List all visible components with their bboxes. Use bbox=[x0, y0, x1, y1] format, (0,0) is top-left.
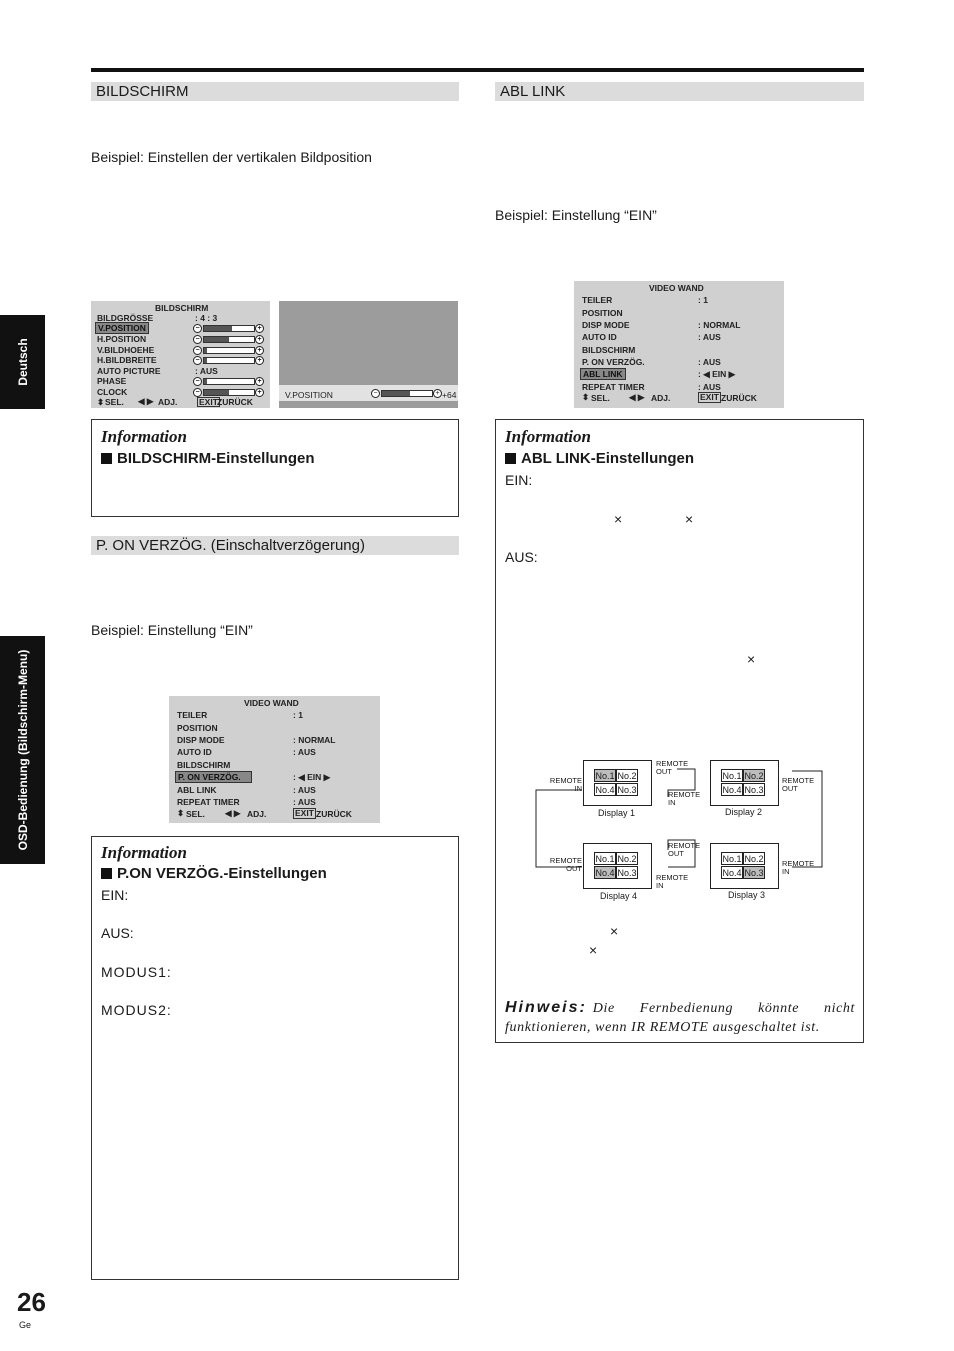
osd-slider bbox=[203, 336, 255, 343]
cell-no1: No.1 bbox=[722, 771, 742, 781]
preview-value: +64 bbox=[442, 390, 457, 400]
remote-in-label: REMOTE IN bbox=[656, 873, 689, 890]
plus-icon: + bbox=[255, 377, 264, 386]
osd-footer-sel: SEL. bbox=[591, 393, 610, 403]
cell-no3: No.3 bbox=[744, 868, 764, 878]
plus-icon: + bbox=[433, 389, 442, 398]
display-1 bbox=[583, 760, 652, 806]
osd-row-value: : AUS bbox=[293, 785, 316, 795]
info-box-abl bbox=[495, 419, 864, 1043]
osd-row-label: P. ON VERZÖG. bbox=[582, 357, 645, 367]
times-sign: × bbox=[747, 651, 756, 667]
section-heading-bildschirm: BILDSCHIRM bbox=[91, 82, 459, 101]
cell-no4: No.4 bbox=[595, 785, 615, 795]
square-bullet-icon bbox=[101, 453, 112, 464]
osd-footer-adj: ADJ. bbox=[158, 397, 178, 407]
osd-row-label: REPEAT TIMER bbox=[177, 797, 240, 807]
osd-slider bbox=[203, 378, 255, 385]
note bbox=[505, 998, 855, 1037]
exit-key-icon: EXIT bbox=[199, 397, 218, 407]
cell-no1: No.1 bbox=[595, 771, 615, 781]
minus-icon: − bbox=[193, 377, 202, 386]
info-subtitle: ABL LINK-Einstellungen bbox=[505, 450, 694, 467]
times-sign: × bbox=[685, 511, 694, 527]
example-abl: Beispiel: Einstellung “EIN” bbox=[495, 207, 657, 223]
osd-footer-sel: SEL. bbox=[105, 397, 124, 407]
display-3 bbox=[710, 843, 779, 889]
info-line-modus1: MODUS1: bbox=[101, 964, 172, 980]
cell-no1: No.1 bbox=[595, 854, 615, 864]
exit-key-icon: EXIT bbox=[295, 808, 314, 818]
osd-row-label: AUTO ID bbox=[582, 332, 617, 342]
exit-key-icon: EXIT bbox=[700, 392, 719, 402]
osd-slider bbox=[203, 325, 255, 332]
osd-menu-bildschirm bbox=[91, 301, 270, 408]
info-box-bildschirm bbox=[91, 419, 459, 517]
page-number: 26 bbox=[17, 1287, 46, 1317]
note-text: Die Fernbedienung könnte nicht funktionieren, wenn IR REMOTE ausgeschaltet ist. bbox=[505, 1001, 855, 1035]
cell-no3: No.3 bbox=[617, 868, 637, 878]
osd-row-label: TEILER bbox=[177, 710, 208, 720]
osd-row-value: : NORMAL bbox=[698, 320, 741, 330]
osd-menu-video-wand-abl bbox=[574, 281, 784, 408]
display-label: Display 3 bbox=[728, 890, 766, 900]
info-box-pon bbox=[91, 836, 459, 1280]
up-down-icon: ⬍ bbox=[97, 397, 105, 407]
osd-row-label-selected: ABL LINK bbox=[583, 369, 623, 379]
remote-out-label: REMOTE OUT bbox=[782, 776, 815, 793]
info-line-ein: EIN: bbox=[101, 887, 129, 903]
plus-icon: + bbox=[255, 388, 264, 397]
osd-row-label: ABL LINK bbox=[177, 785, 217, 795]
osd-row-label: PHASE bbox=[97, 376, 127, 386]
side-tab-language: Deutsch bbox=[0, 315, 45, 409]
info-line-aus: AUS: bbox=[101, 925, 134, 941]
cell-no2: No.2 bbox=[744, 854, 764, 864]
cell-no4: No.4 bbox=[722, 868, 742, 878]
osd-menu-video-wand-pon bbox=[169, 696, 380, 823]
example-pon: Beispiel: Einstellung “EIN” bbox=[91, 622, 253, 638]
osd-row-label: DISP MODE bbox=[177, 735, 225, 745]
preview-label: V.POSITION bbox=[285, 390, 333, 400]
osd-row-label: AUTO ID bbox=[177, 747, 212, 757]
osd-row-label: V.BILDHOEHE bbox=[97, 345, 155, 355]
display-label: Display 4 bbox=[600, 891, 638, 901]
osd-row-label: AUTO PICTURE bbox=[97, 366, 161, 376]
osd-row-label: POSITION bbox=[177, 723, 218, 733]
osd-row-label: TEILER bbox=[582, 295, 613, 305]
page-lang-code: Ge bbox=[19, 1320, 32, 1330]
osd-row-label: BILDSCHIRM bbox=[177, 760, 231, 770]
osd-footer-adj: ADJ. bbox=[247, 809, 267, 819]
info-line-modus2: MODUS2: bbox=[101, 1002, 172, 1018]
osd-row-value: : AUS bbox=[698, 332, 721, 342]
times-sign: × bbox=[614, 511, 623, 527]
osd-row-label: H.BILDBREITE bbox=[97, 355, 157, 365]
preview-slider bbox=[381, 390, 433, 397]
osd-row-label: BILDSCHIRM bbox=[582, 345, 636, 355]
osd-row-label: CLOCK bbox=[97, 387, 128, 397]
note-label: Hinweis: bbox=[505, 999, 587, 1016]
top-rule bbox=[91, 68, 864, 72]
osd-row-value: : AUS bbox=[293, 747, 316, 757]
info-title: Information bbox=[101, 843, 187, 862]
osd-row-label: BILDGRÖSSE bbox=[97, 313, 154, 323]
preview-screen bbox=[279, 301, 458, 408]
plus-icon: + bbox=[255, 335, 264, 344]
info-title: Information bbox=[101, 427, 187, 446]
osd-slider bbox=[203, 357, 255, 364]
info-line-ein: EIN: bbox=[505, 472, 533, 488]
section-heading-pon: P. ON VERZÖG. (Einschaltverzögerung) bbox=[91, 536, 459, 555]
osd-title: VIDEO WAND bbox=[649, 283, 704, 293]
osd-footer-back: ZURÜCK bbox=[217, 397, 253, 407]
remote-in-label: REMOTE IN bbox=[782, 859, 815, 876]
osd-row-value: : AUS bbox=[698, 357, 721, 367]
cell-no2: No.2 bbox=[617, 854, 637, 864]
osd-row-value: : AUS bbox=[195, 366, 218, 376]
cell-no4: No.4 bbox=[722, 785, 742, 795]
minus-icon: − bbox=[193, 346, 202, 355]
osd-row-label: H.POSITION bbox=[97, 334, 147, 344]
minus-icon: − bbox=[371, 389, 380, 398]
osd-row-value: : AUS bbox=[293, 797, 316, 807]
example-bildschirm: Beispiel: Einstellen der vertikalen Bildposition bbox=[91, 149, 372, 165]
display-label: Display 1 bbox=[598, 808, 636, 818]
osd-row-value-selected: : ◀ EIN ▶ bbox=[698, 369, 736, 379]
osd-row-label: REPEAT TIMER bbox=[582, 382, 645, 392]
up-down-icon: ⬍ bbox=[582, 392, 590, 402]
info-title: Information bbox=[505, 427, 591, 446]
osd-footer-back: ZURÜCK bbox=[316, 809, 352, 819]
plus-icon: + bbox=[255, 346, 264, 355]
cell-no2: No.2 bbox=[744, 771, 764, 781]
osd-row-value: : 4 : 3 bbox=[195, 313, 218, 323]
cell-no1: No.1 bbox=[722, 854, 742, 864]
info-line-aus: AUS: bbox=[505, 549, 538, 565]
remote-out-label: REMOTE OUT bbox=[656, 759, 689, 776]
connection-lines bbox=[496, 420, 865, 1044]
osd-slider bbox=[203, 389, 255, 396]
section-heading-abl: ABL LINK bbox=[495, 82, 864, 101]
square-bullet-icon bbox=[101, 868, 112, 879]
osd-row-value: : 1 bbox=[293, 710, 303, 720]
times-sign: × bbox=[610, 923, 619, 939]
plus-icon: + bbox=[255, 324, 264, 333]
minus-icon: − bbox=[193, 356, 202, 365]
osd-row-label-selected: V.POSITION bbox=[98, 323, 146, 333]
minus-icon: − bbox=[193, 324, 202, 333]
display-label: Display 2 bbox=[725, 807, 763, 817]
osd-footer-sel: SEL. bbox=[186, 809, 205, 819]
minus-icon: − bbox=[193, 388, 202, 397]
left-right-icon: ◀ ▶ bbox=[138, 396, 154, 406]
minus-icon: − bbox=[193, 335, 202, 344]
osd-row-value: : 1 bbox=[698, 295, 708, 305]
osd-row-value-selected: : ◀ EIN ▶ bbox=[293, 772, 331, 782]
display-4 bbox=[583, 843, 652, 889]
cell-no3: No.3 bbox=[617, 785, 637, 795]
osd-row-value: : NORMAL bbox=[293, 735, 336, 745]
plus-icon: + bbox=[255, 356, 264, 365]
osd-footer-adj: ADJ. bbox=[651, 393, 671, 403]
osd-slider bbox=[203, 347, 255, 354]
cell-no2: No.2 bbox=[617, 771, 637, 781]
osd-row-value: : AUS bbox=[698, 382, 721, 392]
left-right-icon: ◀ ▶ bbox=[225, 808, 241, 818]
times-sign: × bbox=[589, 942, 598, 958]
up-down-icon: ⬍ bbox=[177, 808, 185, 818]
osd-title: BILDSCHIRM bbox=[155, 303, 209, 313]
osd-title: VIDEO WAND bbox=[244, 698, 299, 708]
osd-row-label: DISP MODE bbox=[582, 320, 630, 330]
remote-out-label: REMOTE OUT bbox=[549, 856, 582, 873]
side-tab-section: OSD-Bedienung (Bildschirm-Menu) bbox=[0, 636, 45, 864]
remote-in-label: REMOTE IN bbox=[668, 790, 701, 807]
info-subtitle: BILDSCHIRM-Einstellungen bbox=[101, 450, 315, 467]
cell-no4: No.4 bbox=[595, 868, 615, 878]
cell-no3: No.3 bbox=[744, 785, 764, 795]
left-right-icon: ◀ ▶ bbox=[629, 392, 645, 402]
osd-row-label-selected: P. ON VERZÖG. bbox=[176, 772, 251, 782]
info-subtitle: P.ON VERZÖG.-Einstellungen bbox=[101, 865, 327, 882]
display-2 bbox=[710, 760, 779, 806]
remote-in-label: REMOTE IN bbox=[549, 776, 582, 793]
osd-row-label: POSITION bbox=[582, 308, 623, 318]
osd-footer-back: ZURÜCK bbox=[721, 393, 757, 403]
remote-out-label: REMOTE OUT bbox=[668, 841, 701, 858]
